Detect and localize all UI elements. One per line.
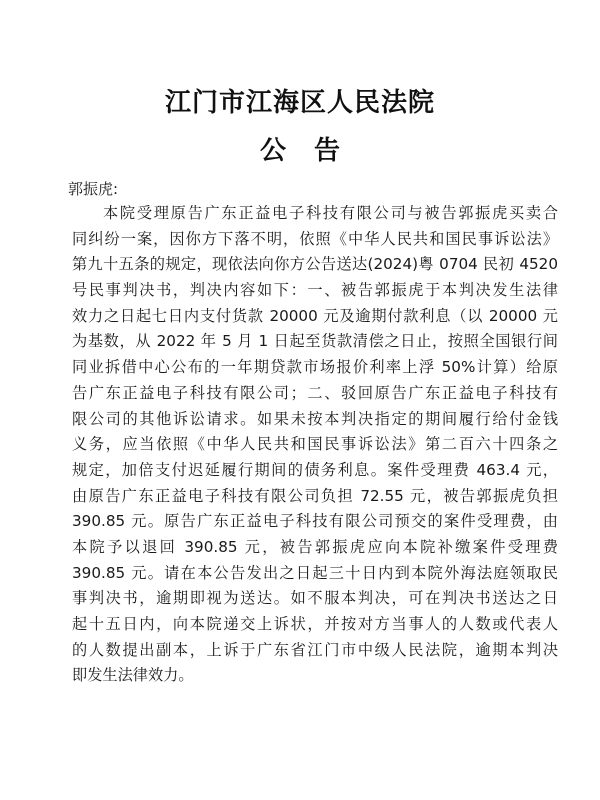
body-line: 号民事判决书，判决内容如下：一、被告郭振虎于本判决发生法律 bbox=[72, 281, 558, 300]
body-line: 限公司的其他诉讼请求。如果未按本判决指定的期间履行给付金钱 bbox=[72, 409, 558, 428]
body-line: 同业拆借中心公布的一年期贷款市场报价利率上浮 50%计算）给原 bbox=[72, 358, 558, 377]
body-line: 390.85 元。原告广东正益电子科技有限公司预交的案件受理费，由 bbox=[72, 512, 558, 531]
notice-title: 公告 bbox=[259, 136, 368, 166]
body-line: 效力之日起七日内支付货款 20000 元及逾期付款利息（以 20000 元 bbox=[72, 306, 558, 325]
court-title: 江门市江海区人民法院 bbox=[164, 88, 435, 118]
body-line: 390.85 元。请在本公告发出之日起三十日内到本院外海法庭领取民 bbox=[72, 563, 558, 582]
body-line: 同纠纷一案，因你方下落不明，依照《中华人民共和国民事诉讼法》 bbox=[72, 229, 558, 248]
body-line: 为基数，从 2022 年 5 月 1 日起至货款清偿之日止，按照全国银行间 bbox=[72, 332, 558, 351]
body-line: 告广东正益电子科技有限公司；二、驳回原告广东正益电子科技有 bbox=[72, 383, 558, 402]
body-line: 义务，应当依照《中华人民共和国民事诉讼法》第二百六十四条之 bbox=[72, 435, 558, 454]
body-line: 由原告广东正益电子科技有限公司负担 72.55 元，被告郭振虎负担 bbox=[72, 486, 558, 505]
body-line: 起十五日内，向本院递交上诉状，并按对方当事人的人数或代表人 bbox=[72, 615, 558, 633]
body-line: 第九十五条的规定，现依法向你方公告送达(2024)粤 0704 民初 4520 bbox=[72, 255, 558, 274]
body-line: 即发生法律效力。 bbox=[72, 666, 194, 685]
notice-body bbox=[72, 201, 558, 689]
body-line: 事判决书，逾期即视为送达。如不服本判决，可在判决书送达之日 bbox=[72, 589, 558, 608]
body-line: 本院受理原告广东正益电子科技有限公司与被告郭振虎买卖合 bbox=[103, 204, 558, 222]
addressee: 郭振虎: bbox=[68, 180, 119, 198]
body-line: 规定，加倍支付迟延履行期间的债务利息。案件受理费 463.4 元， bbox=[72, 460, 558, 479]
body-line: 本院予以退回 390.85 元，被告郭振虎应向本院补缴案件受理费 bbox=[72, 537, 558, 556]
body-line: 的人数提出副本，上诉于广东省江门市中级人民法院，逾期本判决 bbox=[72, 640, 558, 659]
